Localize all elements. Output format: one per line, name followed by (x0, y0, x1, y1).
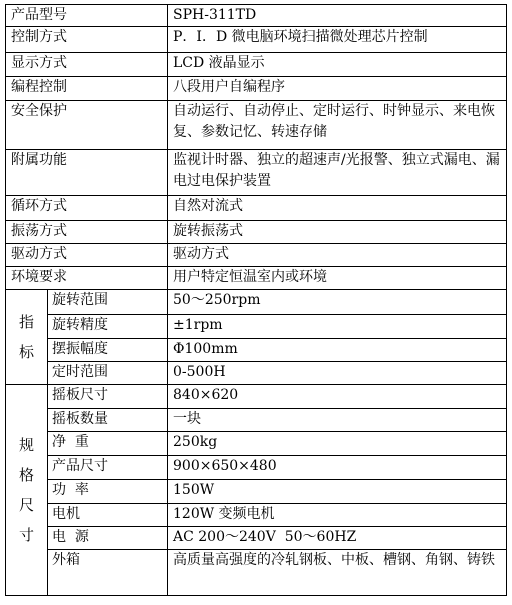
table-row (6, 408, 507, 431)
row-value: 八段用户自编程序 (168, 76, 507, 100)
table-row (6, 385, 507, 408)
table-row (6, 27, 507, 52)
table-row (6, 243, 507, 266)
table-row (6, 101, 507, 150)
row-label: 驱动方式 (6, 243, 168, 266)
row-label: 外箱 (48, 550, 168, 596)
row-label: 安全保护 (6, 101, 168, 150)
row-value: 900×650×480 (168, 456, 507, 480)
row-label: 电 源 (48, 527, 168, 550)
row-label: 旋转范围 (48, 290, 168, 314)
row-value: 一块 (168, 408, 507, 431)
row-value: 120W 变频电机 (168, 503, 507, 526)
table-row (6, 52, 507, 76)
row-label: 功 率 (48, 480, 168, 503)
table-row (6, 196, 507, 220)
row-value: 用户特定恒温室内或环境 (168, 267, 507, 290)
row-value: 高质量高强度的冷轧钢板、中板、槽钢、角钢、铸铁 (168, 550, 507, 596)
spec-table (5, 4, 507, 596)
table-row (6, 338, 507, 361)
row-value: ±1rpm (168, 314, 507, 338)
row-label: 产品型号 (6, 5, 168, 27)
table-row (6, 220, 507, 243)
group-label-text: 规格尺寸 (19, 436, 35, 545)
table-row (6, 5, 507, 27)
row-value: 50～250rpm (168, 290, 507, 314)
dimensions-group-label (6, 385, 48, 596)
row-label: 摇板尺寸 (48, 385, 168, 408)
row-label: 环境要求 (6, 267, 168, 290)
table-row (6, 149, 507, 196)
table-row (6, 503, 507, 526)
table-row (6, 431, 507, 455)
table-row (6, 290, 507, 314)
table-row (6, 550, 507, 596)
table-row (6, 456, 507, 480)
row-value: 0-500H (168, 362, 507, 385)
table-row (6, 267, 507, 290)
row-label: 控制方式 (6, 27, 168, 52)
row-label: 摇板数量 (48, 408, 168, 431)
row-value: SPH-311TD (168, 5, 507, 27)
row-value: 150W (168, 480, 507, 503)
group-label-text: 指标 (19, 313, 35, 362)
row-value: Φ100mm (168, 338, 507, 361)
row-value: LCD 液晶显示 (168, 52, 507, 76)
row-value: AC 200～240V 50～60HZ (168, 527, 507, 550)
indicators-group-label (6, 290, 48, 385)
row-value: 监视计时器、独立的超速声/光报警、独立式漏电、漏电过电保护装置 (168, 149, 507, 196)
row-label: 定时范围 (48, 362, 168, 385)
row-value: 自然对流式 (168, 196, 507, 220)
row-value: 250kg (168, 431, 507, 455)
table-row (6, 362, 507, 385)
row-label: 产品尺寸 (48, 456, 168, 480)
table-row (6, 76, 507, 100)
row-value: 旋转振荡式 (168, 220, 507, 243)
row-label: 循环方式 (6, 196, 168, 220)
row-value: 840×620 (168, 385, 507, 408)
row-label: 旋转精度 (48, 314, 168, 338)
row-value: P．I．D 微电脑环境扫描微处理芯片控制 (168, 27, 507, 52)
row-label: 振荡方式 (6, 220, 168, 243)
table-row (6, 527, 507, 550)
table-row (6, 314, 507, 338)
row-label: 摆振幅度 (48, 338, 168, 361)
row-label: 净 重 (48, 431, 168, 455)
row-label: 编程控制 (6, 76, 168, 100)
row-label: 附属功能 (6, 149, 168, 196)
table-row (6, 480, 507, 503)
row-label: 显示方式 (6, 52, 168, 76)
row-value: 驱动方式 (168, 243, 507, 266)
row-value: 自动运行、自动停止、定时运行、时钟显示、来电恢复、参数记忆、转速存储 (168, 101, 507, 150)
row-label: 电机 (48, 503, 168, 526)
